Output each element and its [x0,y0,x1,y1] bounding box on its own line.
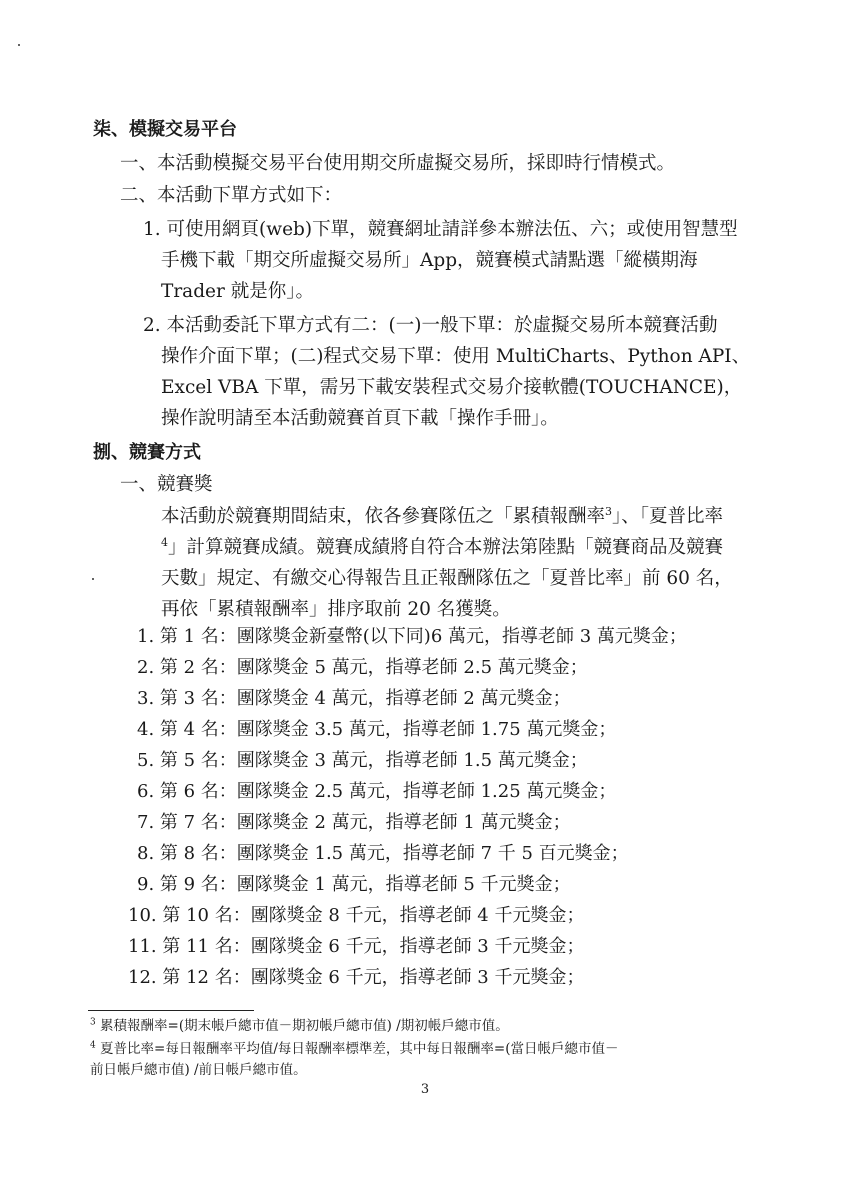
rank-item-11: 11. 第 11 名：團隊獎金 6 千元，指導老師 3 千元獎金； [128,936,585,957]
section-7-sub-2-line-3: Excel VBA 下單，需另下載安裝程式交易介接軟體(TOUCHANCE)， [161,377,743,398]
section-7-item-2: 二、本活動下單方式如下： [120,185,343,206]
footnote-ref-4: 4 [161,535,168,549]
section-8-item-1: 一、競賽獎 [120,474,213,495]
section-7-heading: 柒、模擬交易平台 [93,119,237,140]
scan-speck [18,44,20,46]
footnote-4-line-1 [90,1040,618,1058]
section-7-sub-1-line-1: 1. 可使用網頁(web)下單，競賽網址請詳參本辦法伍、六；或使用智慧型 [143,219,738,240]
footnote-4-line-2: 前日帳戶總市值) /前日帳戶總市值。 [90,1062,307,1078]
paragraph-text: 本活動於競賽期間結束，依各參賽隊伍之「累積報酬率 [161,506,606,527]
page-number: 3 [420,1082,430,1097]
paragraph-text: 」、「夏普比率 [612,506,724,527]
rank-item-4: 4. 第 4 名：團隊獎金 3.5 萬元，指導老師 1.75 萬元獎金； [137,719,617,740]
section-7-sub-1-line-2: 手機下載「期交所虛擬交易所」App，競賽模式請點選「縱橫期海 [161,250,698,271]
rank-item-6: 6. 第 6 名：團隊獎金 2.5 萬元，指導老師 1.25 萬元獎金； [137,781,617,802]
section-8-paragraph-line-4: 再依「累積報酬率」排序取前 20 名獲獎。 [161,599,511,620]
section-8-paragraph-line-1 [161,505,723,529]
footnote-ref-3: 3 [605,504,613,518]
rank-item-10: 10. 第 10 名：團隊獎金 8 千元，指導老師 4 千元獎金； [128,905,585,926]
section-8-paragraph-line-2 [161,536,723,560]
rank-item-1: 1. 第 1 名：團隊獎金新臺幣(以下同)6 萬元，指導老師 3 萬元獎金； [137,626,687,647]
footnote-mark-4: 4 [90,1040,96,1051]
rank-item-2: 2. 第 2 名：團隊獎金 5 萬元，指導老師 2.5 萬元獎金； [137,657,588,678]
scan-speck [92,578,94,580]
rank-item-3: 3. 第 3 名：團隊獎金 4 萬元，指導老師 2 萬元獎金； [137,688,571,709]
rank-item-9: 9. 第 9 名：團隊獎金 1 萬元，指導老師 5 千元獎金； [137,874,571,895]
footnote-mark-3: 3 [90,1017,96,1028]
rank-item-8: 8. 第 8 名：團隊獎金 1.5 萬元，指導老師 7 千 5 百元獎金； [137,843,629,864]
footnote-text: 累積報酬率=(期末帳戶總市值－期初帳戶總市值) /期初帳戶總市值。 [95,1018,509,1034]
section-8-heading: 捌、競賽方式 [93,442,201,463]
section-8-paragraph-line-3: 天數」規定、有繳交心得報告且正報酬隊伍之「夏普比率」前 60 名， [161,568,733,589]
footnote-3 [90,1017,509,1035]
footnote-separator [88,1010,254,1011]
section-7-item-1: 一、本活動模擬交易平台使用期交所虛擬交易所，採即時行情模式。 [120,153,676,174]
section-7-sub-2-line-4: 操作說明請至本活動競賽首頁下載「操作手冊」。 [161,408,559,429]
rank-item-5: 5. 第 5 名：團隊獎金 3 萬元，指導老師 1.5 萬元獎金； [137,750,588,771]
footnote-text: 夏普比率=每日報酬率平均值/每日報酬率標準差，其中每日報酬率=(當日帳戶總市值－ [95,1041,619,1057]
section-7-sub-2-line-1: 2. 本活動委託下單方式有二：(一)一般下單：於虛擬交易所本競賽活動 [143,315,718,336]
rank-item-12: 12. 第 12 名：團隊獎金 6 千元，指導老師 3 千元獎金； [128,967,585,988]
rank-item-7: 7. 第 7 名：團隊獎金 2 萬元，指導老師 1 萬元獎金； [137,812,571,833]
section-7-sub-1-line-3: Trader 就是你」。 [161,281,314,302]
paragraph-text: 」計算競賽成績。競賽成績將自符合本辦法第陸點「競賽商品及競賽 [168,537,724,558]
section-7-sub-2-line-2: 操作介面下單；(二)程式交易下單：使用 MultiCharts、Python API、 [161,346,751,367]
